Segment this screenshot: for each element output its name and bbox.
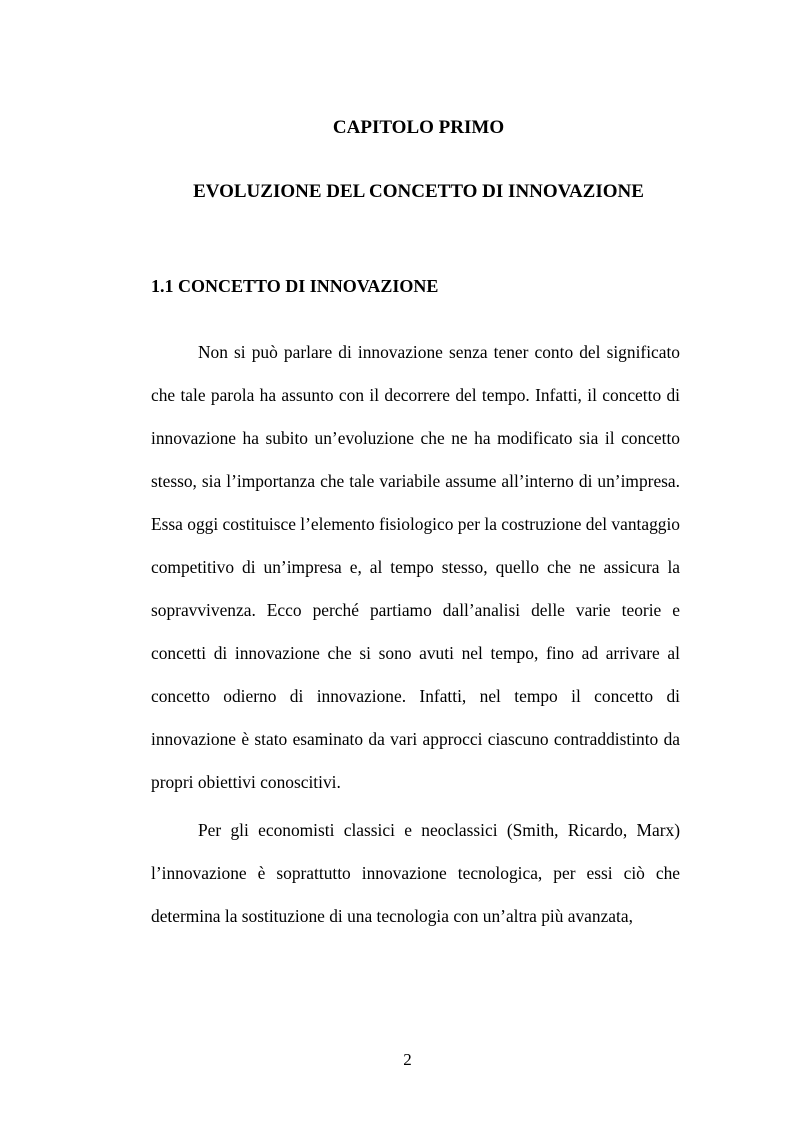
chapter-title: EVOLUZIONE DEL CONCETTO DI INNOVAZIONE bbox=[193, 181, 644, 202]
body-text bbox=[151, 331, 680, 938]
paragraph: Non si può parlare di innovazione senza tener conto del significato che tale parola ha assunto con il decorrere del tempo. Infatti, il concetto di innovazione ha subito un’evoluzione che ne ha modificato sia il concetto stesso, sia l’importanza che tale variabile assume all’interno di un’impresa. Essa oggi costituisce l’elemento fisiologico per la costruzione del vantaggio competitivo di un’impresa e, al tempo stesso, quello che ne assicura la sopravvivenza. Ecco perché partiamo dall’analisi delle varie teorie e concetti di innovazione che si sono avuti nel tempo, fino ad arrivare al concetto odierno di innovazione. Infatti, nel tempo il concetto di innovazione è stato esaminato da vari approcci ciascuno contraddistinto da propri obiettivi conoscitivi. bbox=[151, 342, 680, 792]
page-number: 2 bbox=[403, 1050, 412, 1069]
chapter-label: CAPITOLO PRIMO bbox=[332, 117, 505, 138]
paragraph: Per gli economisti classici e neoclassici (Smith, Ricardo, Marx) l’innovazione è soprattutto innovazione tecnologica, per essi ciò che determina la sostituzione di una tecnologia con un’altra più avanzata, bbox=[151, 820, 680, 926]
section-heading: 1.1 CONCETTO DI INNOVAZIONE bbox=[151, 276, 439, 296]
